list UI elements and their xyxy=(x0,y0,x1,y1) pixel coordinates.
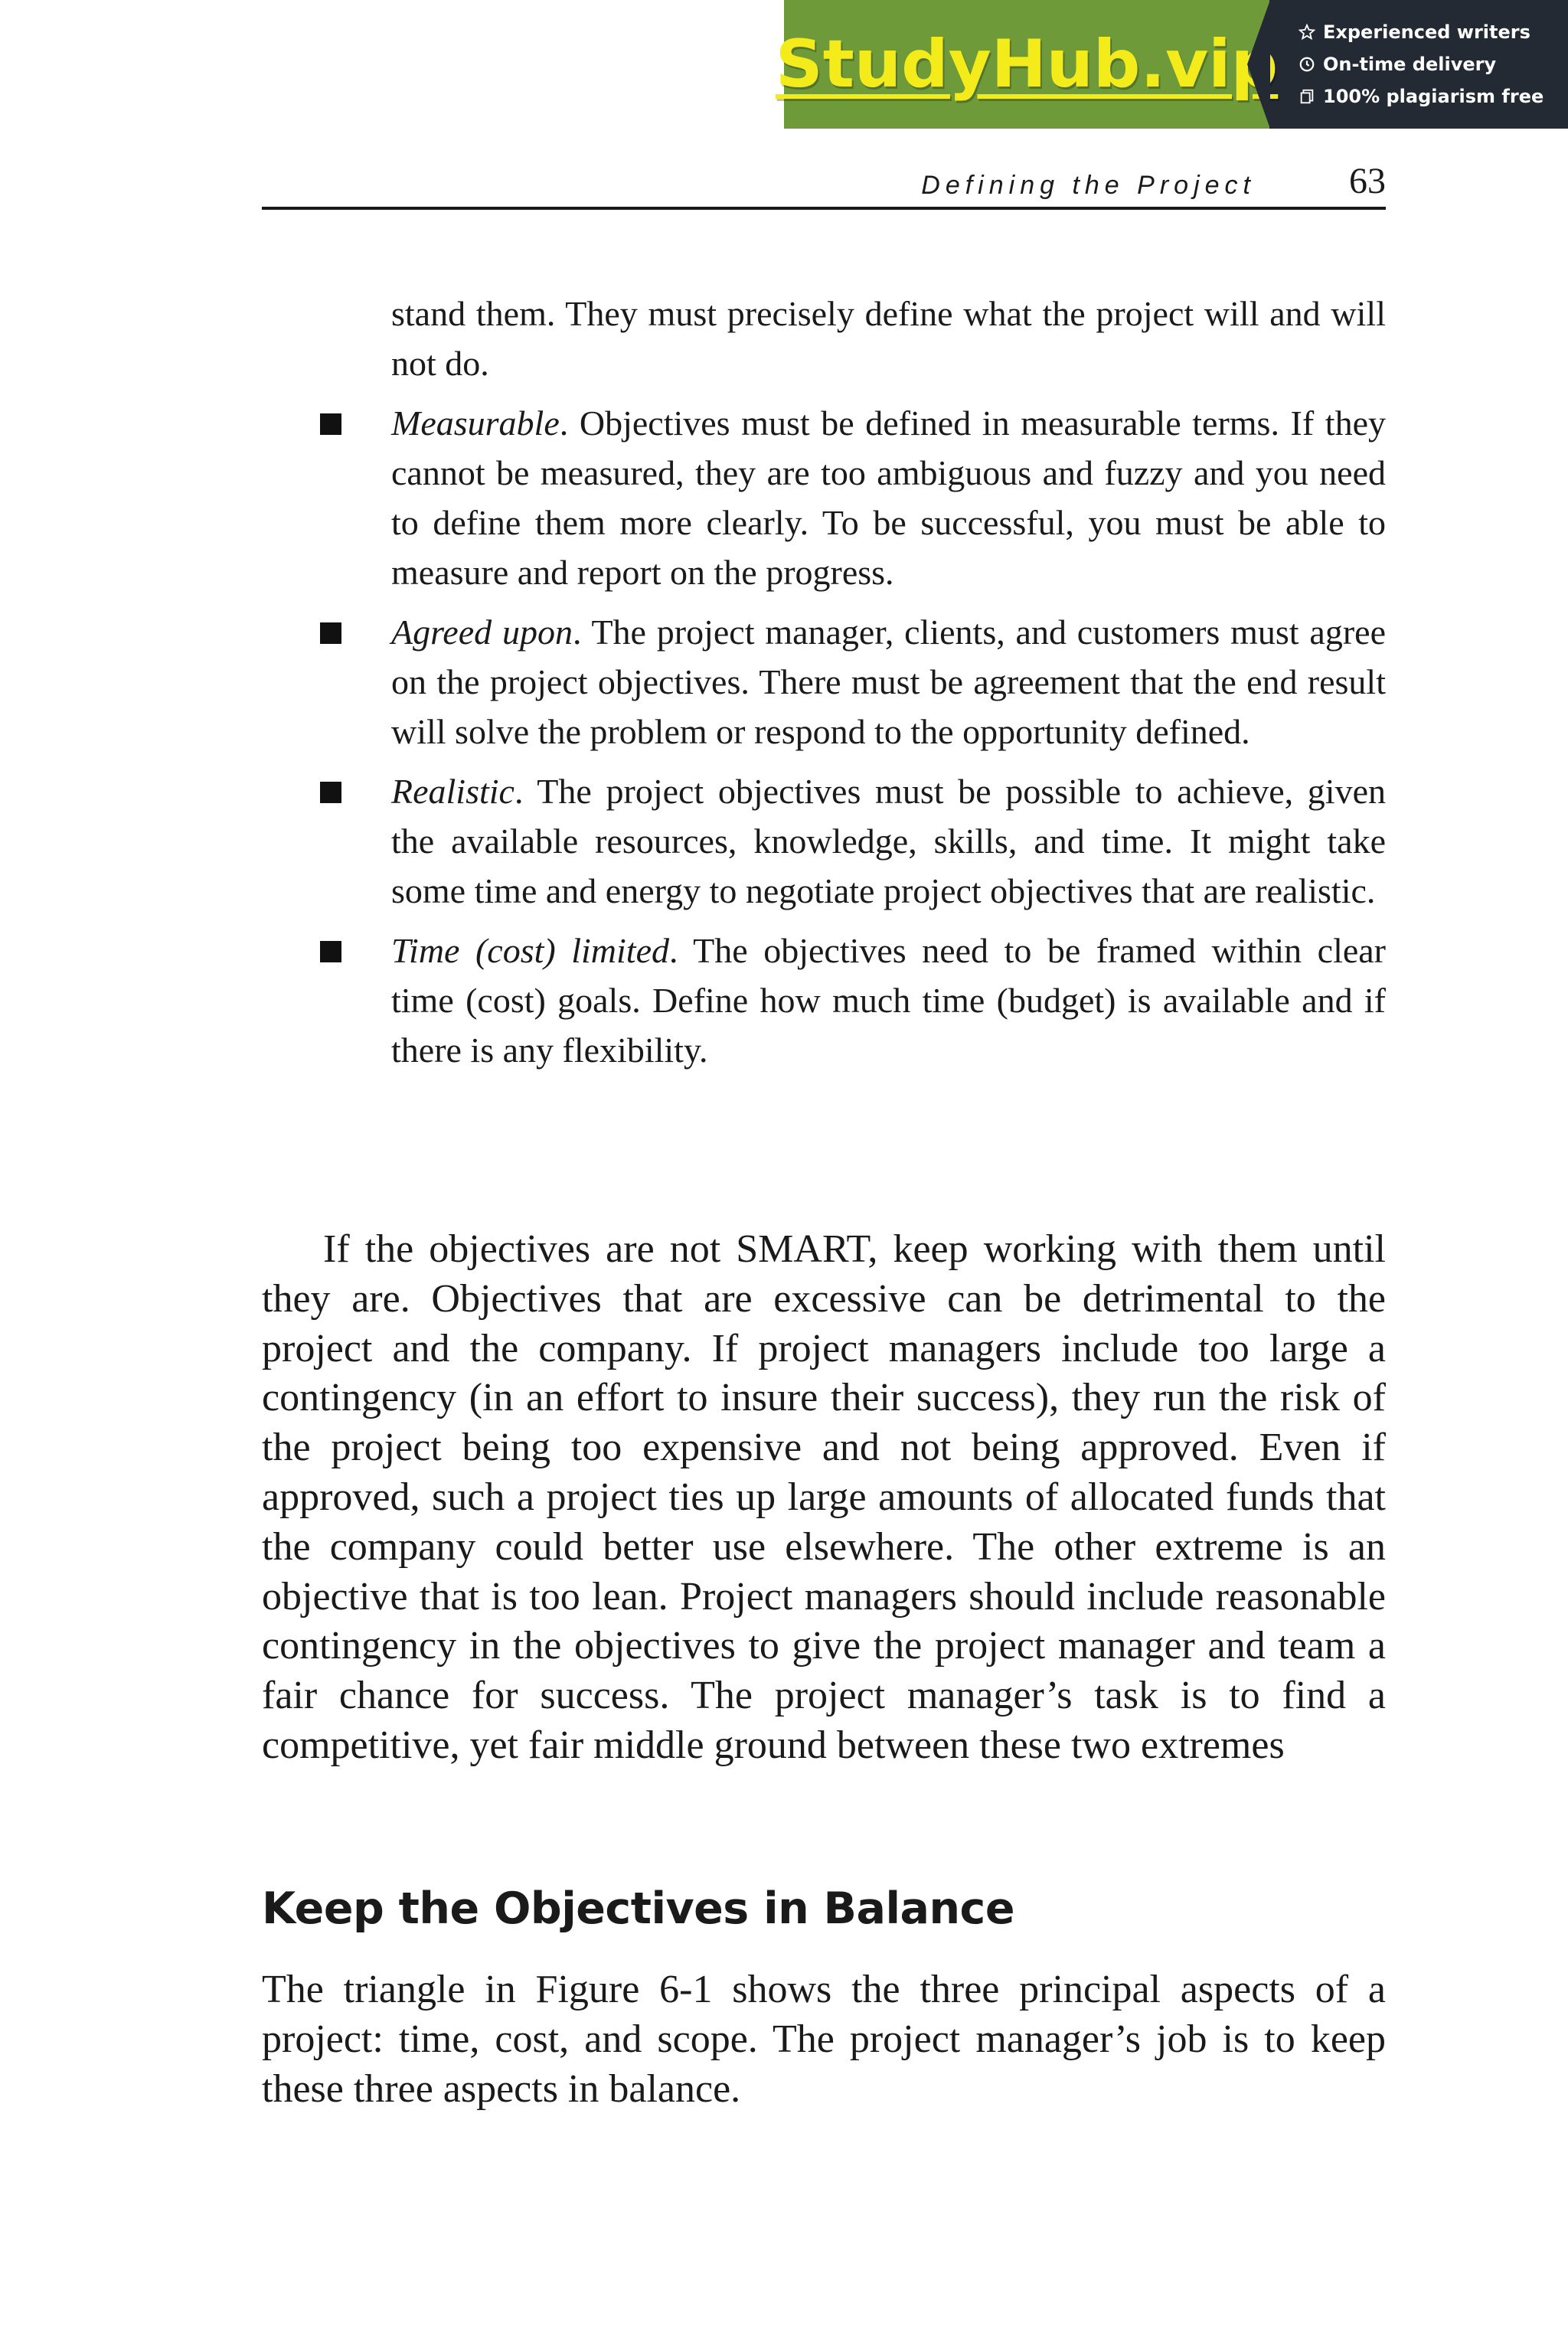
document-icon xyxy=(1298,88,1315,105)
list-item-text xyxy=(391,926,1386,1075)
running-title: Defining the Project xyxy=(921,171,1256,200)
bullet-square-icon xyxy=(320,782,341,803)
list-item-term: Agreed upon xyxy=(391,612,573,652)
list-item-text xyxy=(391,398,1386,597)
list-item-text xyxy=(391,607,1386,756)
clock-icon xyxy=(1298,56,1315,73)
list-item-time-limited xyxy=(262,926,1386,1075)
feature-label: 100% plagiarism free xyxy=(1323,86,1544,107)
list-item-realistic xyxy=(262,766,1386,916)
feature-label: Experienced writers xyxy=(1323,21,1530,43)
list-item-body: . The project manager, clients, and customers must agree on the project objectives. There must be agreement that the end result will solve the problem or respond to the opportunity defined. xyxy=(391,612,1386,751)
body-paragraph: If the objectives are not SMART, keep working with them until they are. Objectives that are excessive can be detrimental to the project and the company. If project managers include too large a contingency (in an effort to insure their success), they run the risk of the project being too expensive and not being approved. Even if approved, such a project ties up large amounts of allocated funds that the company could better use elsewhere. The other extreme is an objective that is too lean. Project managers should include reasonable contingency in the objectives to give the project manager and team a fair chance for success. The project manager’s task is to find a competitive, yet fair middle ground between these two extremes xyxy=(262,1227,1386,1767)
list-item-term: Time (cost) limited xyxy=(391,931,669,970)
star-icon xyxy=(1298,24,1315,41)
feature-plagiarism-free xyxy=(1298,83,1568,110)
studyhub-banner[interactable] xyxy=(775,0,1568,129)
banner-features xyxy=(1269,0,1568,129)
list-item-body: . Objectives must be defined in measurable terms. If they cannot be measured, they are too ambiguous and fuzzy and you need to define them more clearly. To be successful, you must be able to measure and report on the progress. xyxy=(391,403,1386,592)
page-number: 63 xyxy=(1349,161,1386,201)
list-item-measurable xyxy=(262,398,1386,597)
list-item-body: . The objectives need to be framed within clear time (cost) goals. Define how much time (budget) is available and if there is any flexibility. xyxy=(391,931,1386,1070)
banner-notch xyxy=(1247,0,1270,129)
list-item-term: Measurable xyxy=(391,403,560,443)
list-item-body: . The project objectives must be possible to achieve, given the available resources, knowledge, skills, and time. It might take some time and energy to negotiate project objectives that are realistic. xyxy=(391,772,1386,910)
studyhub-logo[interactable] xyxy=(775,0,1279,129)
bullet-square-icon xyxy=(320,622,341,644)
feature-label: On-time delivery xyxy=(1323,54,1497,75)
list-item-term: Realistic xyxy=(391,772,514,811)
smart-criteria-list xyxy=(262,289,1386,1075)
section-heading: Keep the Objectives in Balance xyxy=(262,1883,1014,1934)
running-header xyxy=(262,158,1386,210)
bullet-square-icon xyxy=(320,413,341,435)
list-item-agreed-upon xyxy=(262,607,1386,756)
list-continuation-text: stand them. They must precisely define what the project will and will not do. xyxy=(391,294,1386,383)
list-item-text xyxy=(391,766,1386,916)
logo-text: StudyHub.vip xyxy=(775,26,1279,103)
feature-experienced-writers xyxy=(1298,18,1568,46)
section-paragraph: The triangle in Figure 6-1 shows the three principal aspects of a project: time, cost, and scope. The project manager’s job is to keep these three aspects in balance. xyxy=(262,1968,1386,2111)
bullet-square-icon xyxy=(320,941,341,962)
feature-on-time-delivery xyxy=(1298,51,1568,78)
